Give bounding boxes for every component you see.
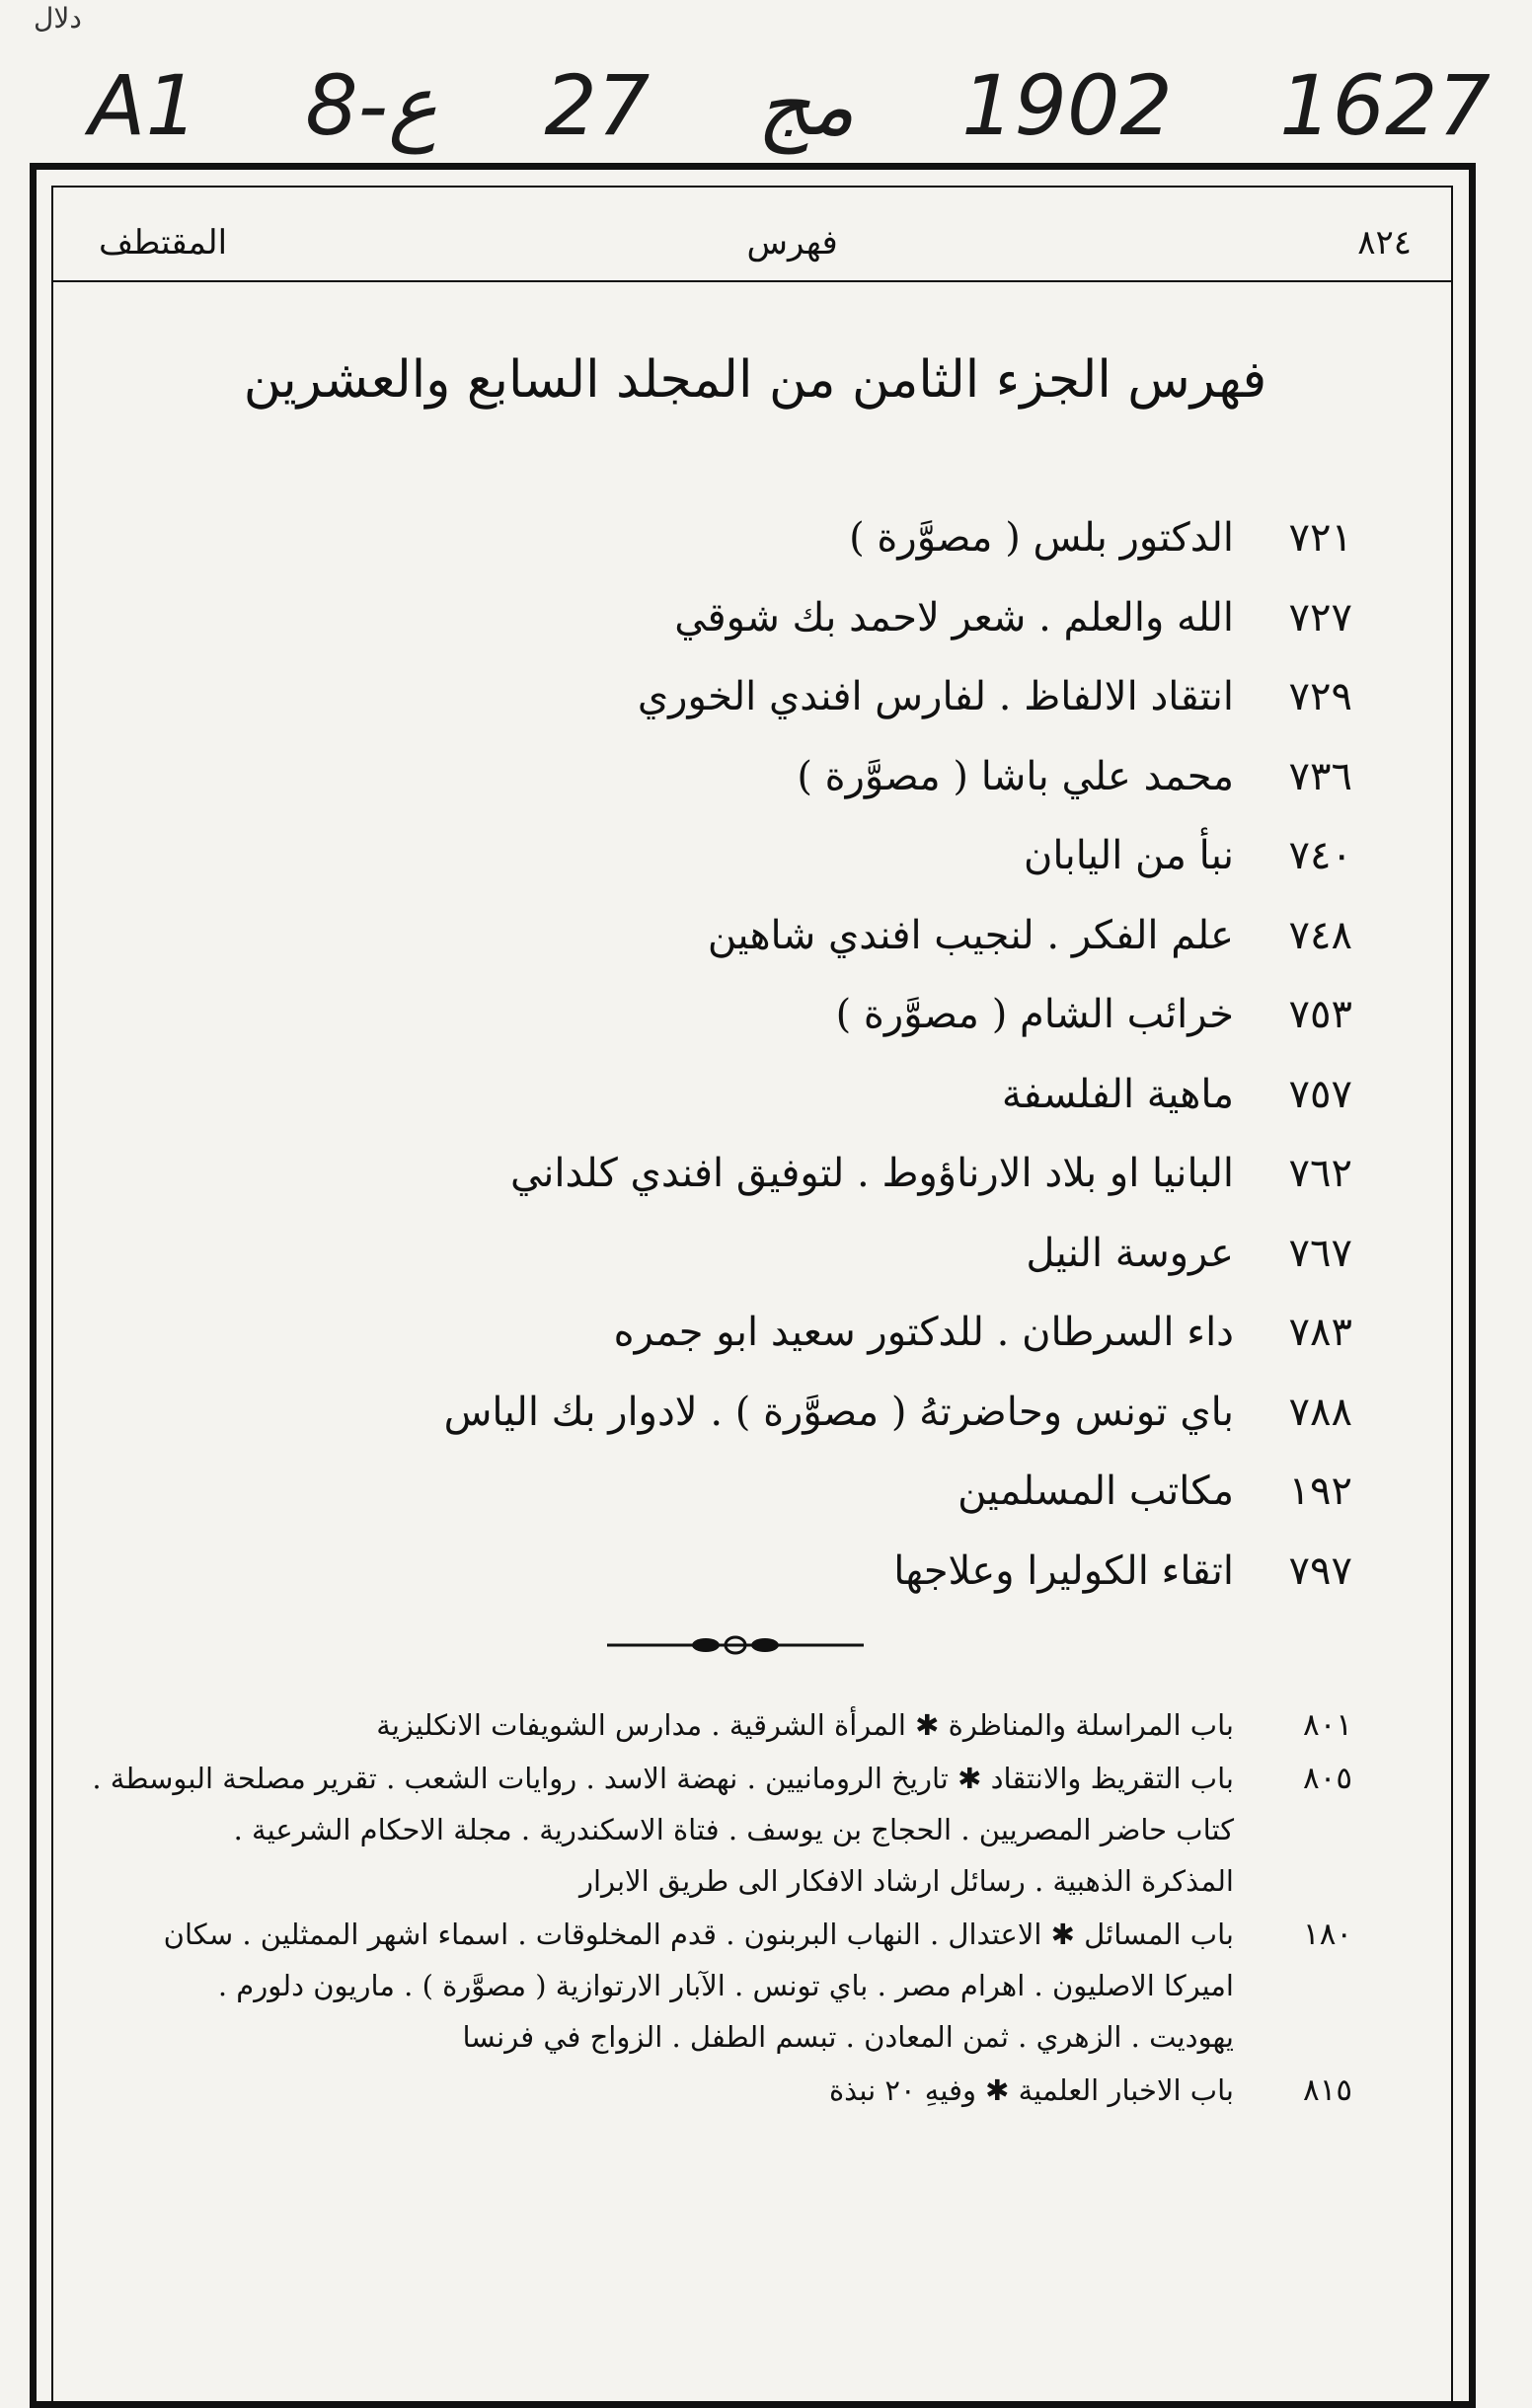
contents-entry <box>99 657 1352 737</box>
department-line: باب الاخبار العلمية ✱ وفيهِ ٢٠ نبذة <box>828 2073 1234 2107</box>
entry-title: عروسة النيل <box>1026 1230 1234 1276</box>
contents-entry <box>99 1452 1352 1532</box>
contents-entry <box>99 816 1352 896</box>
corner-handwritten-note: دلال <box>34 2 82 35</box>
contents-entry <box>99 578 1352 658</box>
entry-page: ٧٩٧ <box>1288 1547 1352 1594</box>
contents-list <box>99 498 1352 1611</box>
department-line: باب المراسلة والمناظرة ✱ المرأة الشرقية . مدارس الشويفات الانكليزية <box>376 1708 1234 1742</box>
department-page: ٨١٥ <box>1303 2072 1352 2108</box>
contents-entry <box>99 498 1352 578</box>
entry-page: ٧٢٧ <box>1288 594 1352 640</box>
entry-title: خرائب الشام ( مصوَّرة ) <box>835 992 1234 1038</box>
contents-entry <box>99 1373 1352 1453</box>
department-line: باب التقريظ والانتقاد ✱ تاريخ الرومانيين . نهضة الاسد . روايات الشعب . تقرير مصلحة البوسطة . <box>92 1762 1234 1795</box>
department-entry <box>69 1753 1352 1907</box>
entry-title: باي تونس وحاضرتهُ ( مصوَّرة ) . لادوار بك الياس <box>443 1389 1234 1435</box>
department-line: يهوديت . الزهري . ثمن المعادن . تبسم الطفل . الزواج في فرنسا <box>462 2020 1234 2054</box>
handwritten-item: 1902 <box>961 57 1173 154</box>
entry-page: ٧٢١ <box>1288 515 1352 562</box>
index-title: فهرس الجزء الثامن من المجلد السابع والعشرين <box>243 350 1267 410</box>
ornamental-divider <box>607 1633 864 1657</box>
header-journal-name: المقتطف <box>99 223 228 263</box>
entry-page: ٧٥٣ <box>1288 992 1352 1038</box>
entry-title: داء السرطان . للدكتور سعيد ابو جمره <box>613 1310 1234 1356</box>
entry-page: ٧٤٠ <box>1288 833 1352 879</box>
entry-title: علم الفكر . لنجيب افندي شاهين <box>707 912 1234 958</box>
entry-title: محمد علي باشا ( مصوَّرة ) <box>797 753 1234 799</box>
department-page: ١٨٠ <box>1303 1917 1352 1952</box>
entry-page: ٧٥٧ <box>1288 1071 1352 1117</box>
department-line: كتاب حاضر المصريين . الحجاج بن يوسف . فتاة الاسكندرية . مجلة الاحكام الشرعية . <box>233 1813 1234 1846</box>
header-page-number: ٨٢٤ <box>1357 223 1412 263</box>
contents-entry <box>99 1214 1352 1294</box>
entry-page: ٧٦٧ <box>1288 1230 1352 1276</box>
contents-entry <box>99 896 1352 976</box>
entry-title: الدكتور بلس ( مصوَّرة ) <box>849 515 1234 562</box>
entry-title: البانيا او بلاد الارناؤوط . لتوفيق افندي كلداني <box>509 1151 1234 1197</box>
header-rule <box>51 280 1453 282</box>
entry-title: نبأ من اليابان <box>1024 833 1234 879</box>
entry-title: ماهية الفلسفة <box>1001 1071 1234 1117</box>
department-page: ٨٠١ <box>1303 1707 1352 1743</box>
entry-page: ٧٤٨ <box>1288 912 1352 958</box>
department-line: باب المسائل ✱ الاعتدال . النهاب البربنون . قدم المخلوقات . اسماء اشهر الممثلين . سكان <box>163 1918 1234 1951</box>
department-page: ٨٠٥ <box>1303 1761 1352 1796</box>
handwritten-catalog-number <box>89 51 1491 160</box>
entry-title: الله والعلم . شعر لاحمد بك شوقي <box>674 594 1234 640</box>
handwritten-item: 8-ع <box>305 57 438 154</box>
contents-entry <box>99 737 1352 817</box>
contents-entry <box>99 975 1352 1055</box>
entry-title: انتقاد الالفاظ . لفارس افندي الخوري <box>637 674 1234 720</box>
entry-page: ٧٢٩ <box>1288 674 1352 720</box>
entry-page: ٧٦٢ <box>1288 1151 1352 1197</box>
department-line: المذكرة الذهبية . رسائل ارشاد الافكار الى طريق الابرار <box>578 1864 1234 1898</box>
department-line: اميركا الاصليون . اهرام مصر . باي تونس . الآبار الارتوازية ( مصوَّرة ) . ماريون دلورم . <box>217 1969 1234 2002</box>
header-section-name: فهرس <box>746 223 838 263</box>
entry-title: اتقاء الكوليرا وعلاجها <box>893 1547 1234 1594</box>
department-entry <box>69 2065 1352 2116</box>
handwritten-item: 27 <box>544 57 651 154</box>
contents-entry <box>99 1055 1352 1135</box>
contents-entry <box>99 1293 1352 1373</box>
entry-page: ٧٨٣ <box>1288 1310 1352 1356</box>
handwritten-item: A1 <box>89 57 198 154</box>
handwritten-item: 1627 <box>1279 57 1491 154</box>
handwritten-item: مج <box>756 57 855 154</box>
department-entry <box>69 1699 1352 1751</box>
departments-list <box>69 1699 1352 2118</box>
contents-entry <box>99 1532 1352 1612</box>
entry-page: ٧٣٦ <box>1288 753 1352 799</box>
running-header <box>99 215 1412 270</box>
entry-page: ١٩٢ <box>1288 1468 1352 1515</box>
department-entry <box>69 1909 1352 2063</box>
entry-page: ٧٨٨ <box>1288 1389 1352 1435</box>
entry-title: مكاتب المسلمين <box>958 1468 1234 1515</box>
contents-entry <box>99 1134 1352 1214</box>
